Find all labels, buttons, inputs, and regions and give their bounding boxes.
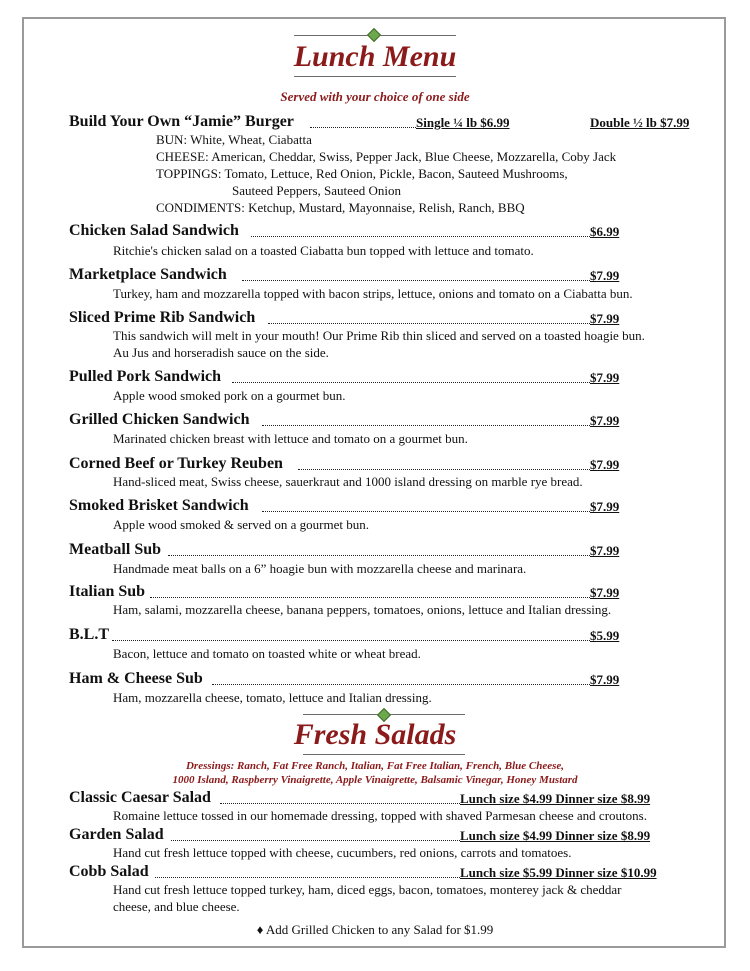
- item-price: $7.99: [590, 268, 620, 283]
- burger-toppings-options: TOPPINGS: Tomato, Lettuce, Red Onion, Pickle, Bacon, Sauteed Mushrooms,: [156, 166, 568, 181]
- item-price: $6.99: [590, 224, 620, 239]
- add-chicken-note: ♦ Add Grilled Chicken to any Salad for $1.99: [256, 922, 494, 937]
- item-leader: [168, 555, 590, 556]
- item-description: Hand-sliced meat, Swiss cheese, sauerkraut and 1000 island dressing on marble rye bread.: [113, 474, 583, 489]
- salad-name-caesar: Classic Caesar Salad: [69, 789, 211, 806]
- salad-leader: [220, 803, 460, 804]
- salad-description: Romaine lettuce tossed in our homemade dressing, topped with shaved Parmesan cheese and croutons.: [113, 808, 647, 823]
- item-name-pulled-pork: Pulled Pork Sandwich: [69, 368, 222, 385]
- item-leader: [262, 511, 590, 512]
- burger-condiments-options: CONDIMENTS: Ketchup, Mustard, Mayonnaise, Relish, Ranch, BBQ: [156, 200, 525, 215]
- item-leader: [298, 469, 590, 470]
- item-name-reuben: Corned Beef or Turkey Reuben: [69, 455, 283, 472]
- item-leader: [251, 236, 590, 237]
- burger-double-price: Double ½ lb $7.99: [590, 115, 690, 130]
- item-leader: [212, 684, 590, 685]
- item-description: Handmade meat balls on a 6” hoagie bun with mozzarella cheese and marinara.: [113, 561, 527, 576]
- item-description: Apple wood smoked pork on a gourmet bun.: [113, 388, 346, 403]
- item-description: Ham, mozzarella cheese, tomato, lettuce and Italian dressing.: [113, 690, 432, 705]
- item-description: Ham, salami, mozzarella cheese, banana peppers, tomatoes, onions, lettuce and Italian dressing.: [113, 602, 612, 617]
- fresh-salads-title: Fresh Salads: [293, 718, 457, 751]
- item-description: Ritchie's chicken salad on a toasted Ciabatta bun topped with lettuce and tomato.: [113, 243, 534, 258]
- item-description: This sandwich will melt in your mouth! Our Prime Rib thin sliced and served on a toasted hoagie bun.: [113, 328, 645, 343]
- item-description: Bacon, lettuce and tomato on toasted white or wheat bread.: [113, 646, 421, 661]
- item-name-meatball: Meatball Sub: [69, 541, 162, 558]
- dressings-line-2: 1000 Island, Raspberry Vinaigrette, Apple Vinaigrette, Balsamic Vinegar, Honey Mustard: [172, 774, 578, 786]
- salad-price: Lunch size $4.99 Dinner size $8.99: [460, 791, 651, 806]
- salad-price: Lunch size $5.99 Dinner size $10.99: [460, 865, 657, 880]
- salad-leader: [155, 877, 460, 878]
- salad-name-cobb: Cobb Salad: [69, 863, 149, 880]
- item-name-brisket: Smoked Brisket Sandwich: [69, 497, 249, 514]
- salad-description: Hand cut fresh lettuce topped with cheese, cucumbers, red onions, carrots and tomatoes.: [113, 845, 572, 860]
- item-price: $5.99: [590, 628, 620, 643]
- item-price: $7.99: [590, 311, 620, 326]
- item-description: Turkey, ham and mozzarella topped with bacon strips, lettuce, onions and tomato on a Ciabatta bun.: [113, 286, 633, 301]
- salad-name-garden: Garden Salad: [69, 826, 164, 843]
- item-price: $7.99: [590, 457, 620, 472]
- item-description: Apple wood smoked & served on a gourmet bun.: [113, 517, 369, 532]
- salad-leader: [171, 840, 460, 841]
- burger-bun-options: BUN: White, Wheat, Ciabatta: [156, 132, 312, 147]
- item-leader: [242, 280, 590, 281]
- item-leader: [232, 382, 590, 383]
- item-leader: [262, 425, 590, 426]
- item-description: Marinated chicken breast with lettuce and tomato on a gourmet bun.: [113, 431, 468, 446]
- item-price: $7.99: [590, 370, 620, 385]
- burger-name: Build Your Own “Jamie” Burger: [69, 113, 294, 130]
- item-price: $7.99: [590, 413, 620, 428]
- item-name-prime-rib: Sliced Prime Rib Sandwich: [69, 309, 256, 326]
- item-price: $7.99: [590, 543, 620, 558]
- item-leader: [112, 640, 590, 641]
- salads-bottom-rule: [303, 754, 465, 755]
- salad-description: Hand cut fresh lettuce topped turkey, ham, diced eggs, bacon, tomatoes, monterey jack & cheddar: [113, 882, 622, 897]
- item-leader: [268, 323, 590, 324]
- item-price: $7.99: [590, 499, 620, 514]
- salad-price: Lunch size $4.99 Dinner size $8.99: [460, 828, 651, 843]
- item-name-blt: B.L.T: [69, 626, 110, 643]
- heading-bottom-rule: [294, 76, 456, 77]
- item-name-italian-sub: Italian Sub: [69, 583, 146, 600]
- item-name-marketplace: Marketplace Sandwich: [69, 266, 227, 283]
- item-name-ham-cheese: Ham & Cheese Sub: [69, 670, 203, 687]
- item-name-chicken-salad: Chicken Salad Sandwich: [69, 222, 239, 239]
- burger-leader: [310, 127, 416, 128]
- item-price: $7.99: [590, 585, 620, 600]
- lunch-subtitle: Served with your choice of one side: [280, 89, 470, 104]
- burger-single-price: Single ¼ lb $6.99: [416, 115, 510, 130]
- item-leader: [150, 597, 590, 598]
- item-price: $7.99: [590, 672, 620, 687]
- dressings-line-1: Dressings: Ranch, Fat Free Ranch, Italian, Fat Free Italian, French, Blue Cheese,: [185, 760, 565, 772]
- item-name-grilled-chicken: Grilled Chicken Sandwich: [69, 411, 250, 428]
- burger-cheese-options: CHEESE: American, Cheddar, Swiss, Pepper Jack, Blue Cheese, Mozzarella, Coby Jack: [156, 149, 617, 164]
- item-description-continued: Au Jus and horseradish sauce on the side.: [113, 345, 329, 360]
- burger-toppings-continued: Sauteed Peppers, Sauteed Onion: [232, 183, 401, 198]
- lunch-menu-title: Lunch Menu: [293, 40, 457, 73]
- salad-description-continued: cheese, and blue cheese.: [113, 899, 240, 914]
